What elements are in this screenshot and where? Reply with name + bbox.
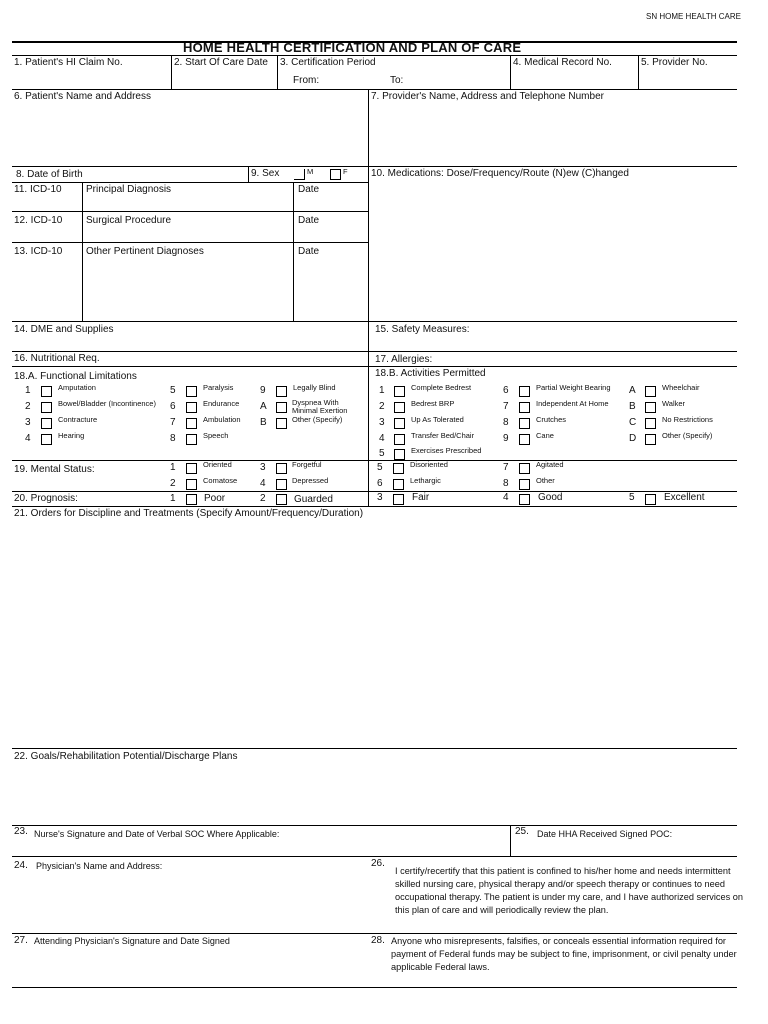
sex-female-checkbox[interactable]: [330, 169, 341, 180]
claim-no-label: 1. Patient's HI Claim No.: [14, 57, 123, 68]
prognosis-good-checkbox[interactable]: [519, 494, 530, 505]
dob-label: 8. Date of Birth: [16, 169, 83, 180]
mental-oriented-checkbox[interactable]: [186, 463, 197, 474]
provider-name-label: 7. Provider's Name, Address and Telephone Number: [371, 91, 604, 102]
certify-num: 26.: [371, 858, 385, 869]
functional-limitations-title: 18.A. Functional Limitations: [14, 371, 137, 382]
sex-female-label: F: [343, 167, 348, 176]
activity-complete-bedrest-checkbox[interactable]: [394, 386, 405, 397]
functional-legally-blind-checkbox[interactable]: [276, 386, 287, 397]
functional-bowel-checkbox[interactable]: [41, 402, 52, 413]
allergies-label: 17. Allergies:: [375, 354, 433, 365]
nurse-signature-label: Nurse's Signature and Date of Verbal SOC Where Applicable:: [34, 829, 280, 839]
principal-diagnosis-label: Principal Diagnosis: [86, 184, 172, 195]
functional-other-checkbox[interactable]: [276, 418, 287, 429]
functional-dyspnea-checkbox[interactable]: [276, 402, 287, 413]
activity-transfer-checkbox[interactable]: [394, 434, 405, 445]
prognosis-title: 20. Prognosis:: [14, 493, 78, 504]
sex-label: 9. Sex: [251, 168, 280, 179]
activity-wheelchair-checkbox[interactable]: [645, 386, 656, 397]
icd12-label: 12. ICD-10: [14, 215, 63, 226]
activity-up-as-tolerated-checkbox[interactable]: [394, 418, 405, 429]
activity-independent-checkbox[interactable]: [519, 402, 530, 413]
sex-male-label: M: [307, 167, 314, 176]
activity-no-restrictions-checkbox[interactable]: [645, 418, 656, 429]
mental-disoriented-checkbox[interactable]: [393, 463, 404, 474]
goals-label: 22. Goals/Rehabilitation Potential/Discharge Plans: [14, 751, 238, 762]
form-title: HOME HEALTH CERTIFICATION AND PLAN OF CARE: [183, 40, 522, 55]
activity-cane-checkbox[interactable]: [519, 434, 530, 445]
mental-other-checkbox[interactable]: [519, 479, 530, 490]
mental-lethargic-checkbox[interactable]: [393, 479, 404, 490]
activity-walker-checkbox[interactable]: [645, 402, 656, 413]
medications-label: 10. Medications: Dose/Frequency/Route (N)ew (C)hanged: [371, 168, 629, 179]
prognosis-guarded-checkbox[interactable]: [276, 494, 287, 505]
functional-endurance-checkbox[interactable]: [186, 402, 197, 413]
cert-to-label: To:: [390, 75, 404, 86]
surgical-procedure-label: Surgical Procedure: [86, 215, 172, 226]
icd13-label: 13. ICD-10: [14, 246, 63, 257]
mental-agitated-checkbox[interactable]: [519, 463, 530, 474]
nurse-signature-num: 23.: [14, 826, 28, 837]
activity-exercises-checkbox[interactable]: [394, 449, 405, 460]
hha-received-label: Date HHA Received Signed POC:: [537, 829, 673, 839]
activity-other-checkbox[interactable]: [645, 434, 656, 445]
activity-bedrest-brp-checkbox[interactable]: [394, 402, 405, 413]
activity-crutches-checkbox[interactable]: [519, 418, 530, 429]
activity-partial-weight-checkbox[interactable]: [519, 386, 530, 397]
prognosis-poor-checkbox[interactable]: [186, 494, 197, 505]
icd13-date-label: Date: [298, 246, 320, 257]
nutrition-label: 16. Nutritional Req.: [14, 353, 100, 364]
mental-forgetful-checkbox[interactable]: [276, 463, 287, 474]
start-of-care-label: 2. Start Of Care Date: [174, 57, 268, 68]
mental-status-title: 19. Mental Status:: [14, 464, 95, 475]
provider-no-label: 5. Provider No.: [641, 57, 708, 68]
attending-num: 27.: [14, 935, 28, 946]
mental-comatose-checkbox[interactable]: [186, 479, 197, 490]
orders-label: 21. Orders for Discipline and Treatments (Specify Amount/Frequency/Duration): [14, 508, 364, 519]
certify-statement: I certify/recertify that this patient is confined to his/her home and needs intermittent skilled nursing care, physical therapy and/or speech therapy or continues to need occupational therapy. The patient is under my care, and I have authorized services on this plan of care and will periodically review the plan.: [395, 866, 743, 915]
prognosis-fair-checkbox[interactable]: [393, 494, 404, 505]
safety-label: 15. Safety Measures:: [375, 324, 470, 335]
other-diagnoses-label: Other Pertinent Diagnoses: [86, 246, 204, 257]
certification-period-label: 3. Certification Period: [280, 57, 376, 68]
activities-permitted-title: 18.B. Activities Permitted: [375, 368, 486, 379]
cert-from-label: From:: [293, 75, 320, 86]
functional-hearing-checkbox[interactable]: [41, 434, 52, 445]
dme-label: 14. DME and Supplies: [14, 324, 114, 335]
icd11-label: 11. ICD-10: [14, 184, 62, 195]
hha-received-num: 25.: [515, 826, 529, 837]
functional-contracture-checkbox[interactable]: [41, 418, 52, 429]
penalty-statement: Anyone who misrepresents, falsifies, or conceals essential information required for payment of Federal funds may be subject to fine, imprisonment, or civil penalty under applicable Federal laws.: [391, 936, 737, 972]
icd11-date-label: Date: [298, 184, 320, 195]
physician-name-num: 24.: [14, 860, 28, 871]
physician-name-label: Physician's Name and Address:: [36, 861, 163, 871]
patient-name-label: 6. Patient's Name and Address: [14, 91, 151, 102]
functional-paralysis-checkbox[interactable]: [186, 386, 197, 397]
form-corner-label: SN HOME HEALTH CARE: [646, 12, 741, 21]
center-divider: [368, 89, 369, 506]
prognosis-excellent-checkbox[interactable]: [645, 494, 656, 505]
penalty-num: 28.: [371, 935, 385, 946]
attending-signature-label: Attending Physician's Signature and Date Signed: [34, 936, 230, 946]
functional-amputation-checkbox[interactable]: [41, 386, 52, 397]
sex-male-checkbox[interactable]: [294, 169, 305, 180]
mental-depressed-checkbox[interactable]: [276, 479, 287, 490]
medical-record-label: 4. Medical Record No.: [513, 57, 612, 68]
functional-ambulation-checkbox[interactable]: [186, 418, 197, 429]
functional-speech-checkbox[interactable]: [186, 434, 197, 445]
icd12-date-label: Date: [298, 215, 320, 226]
